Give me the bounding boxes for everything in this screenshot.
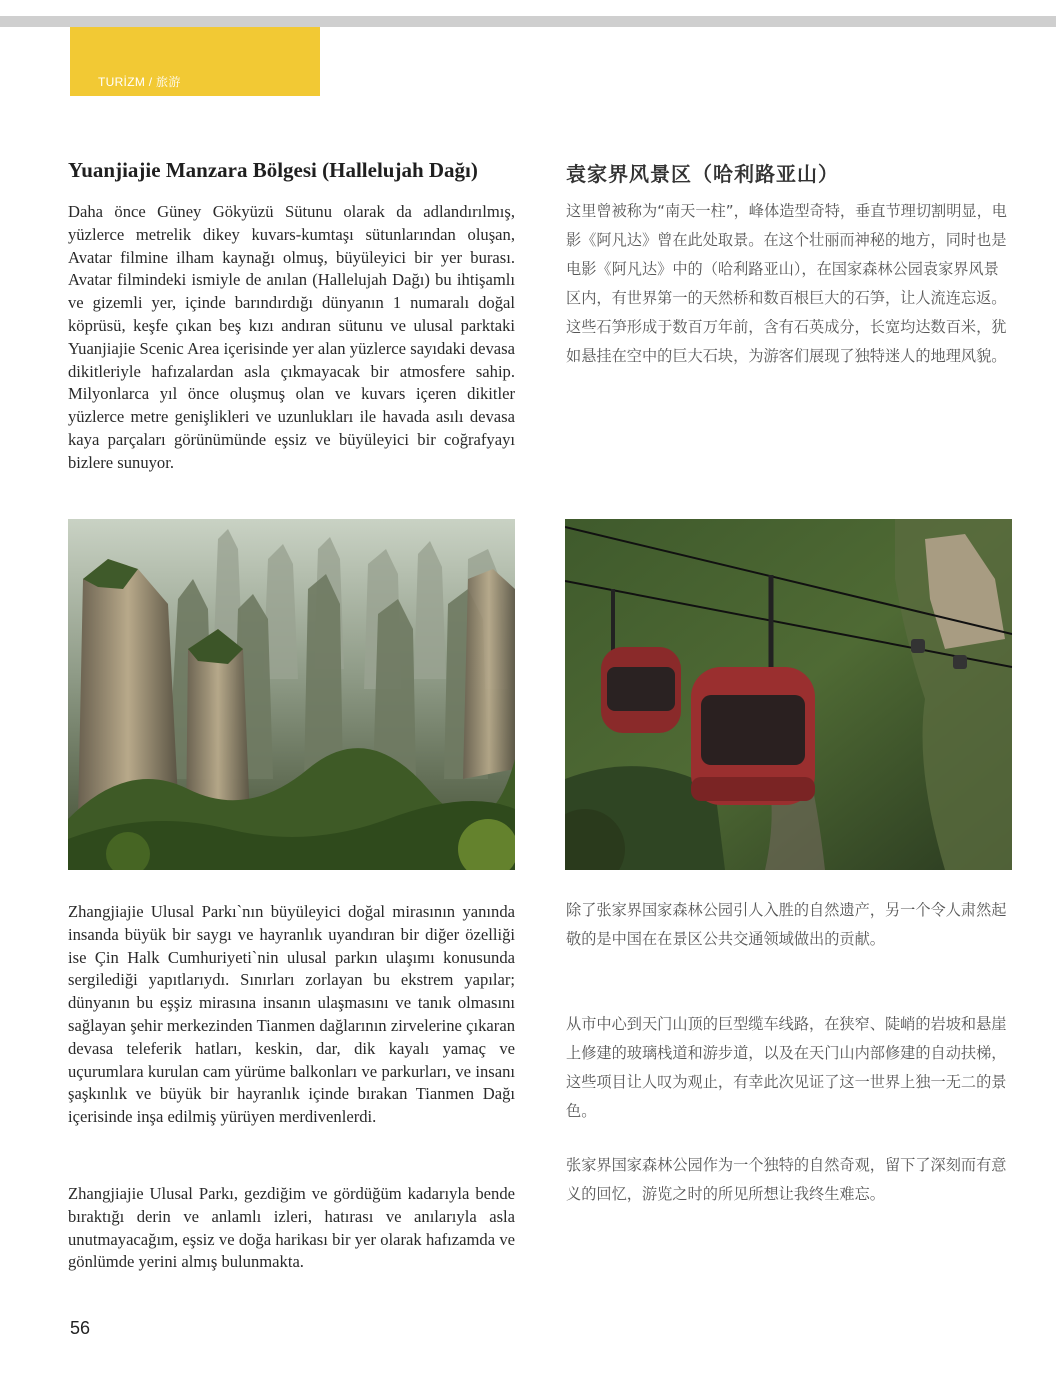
top-rule (0, 16, 1056, 27)
article-title-turkish: Yuanjiajie Manzara Bölgesi (Hallelujah Dağı) (68, 158, 478, 182)
paragraph-chinese-4: 张家界国家森林公园作为一个独特的自然奇观，留下了深刻而有意义的回忆，游览之时的所见所想让我终生难忘。 (566, 1156, 1007, 1203)
mountain-pillars-photo (68, 519, 515, 870)
paragraph-turkish-3: Zhangjiajie Ulusal Parkı, gezdiğim ve gördüğüm kadarıyla bende bıraktığı derin ve anlamlı izleri, hatırası ve anılarıyla asla unutmayacağım, eşsiz ve doğa harikası bir yer olarak hafızamda ve gönlümde yerini almış bulunmakta. (68, 1184, 515, 1272)
cable-car-photo (565, 519, 1012, 870)
intro-paragraph-chinese: 这里曾被称为“南天一柱”，峰体造型奇特，垂直节理切割明显，电影《阿凡达》曾在此处取景。在这个壮丽而神秘的地方，同时也是电影《阿凡达》中的（哈利路亚山），在国家森林公园袁家界风景区内，有世界第一的天然桥和数百根巨大的石笋，让人流连忘返。 这些石笋形成于数百万年前，含有石英成分，长宽均达数百米，犹如悬挂在空中的巨大石块，为游客们展现了独特迷人的地理风貌。 (566, 202, 1007, 365)
paragraph-chinese-3: 从市中心到天门山顶的巨型缆车线路，在狭窄、陡峭的岩坡和悬崖上修建的玻璃栈道和游步道，以及在天门山内部修建的自动扶梯，这些项目让人叹为观止，有幸此次见证了这一世界上独一无二的景色。 (566, 1015, 1007, 1120)
paragraph-chinese-2: 除了张家界国家森林公园引人入胜的自然遗产，另一个令人肃然起敬的是中国在在景区公共交通领域做出的贡献。 (566, 901, 1007, 948)
page-number: 56 (70, 1318, 91, 1338)
section-tag-label: TURİZM / 旅游 (98, 75, 181, 89)
paragraph-turkish-2: Zhangjiajie Ulusal Parkı`nın büyüleyici doğal mirasının yanında insanda büyük bir saygı ve hayranlık uyandıran bir diğer özelliği ise Çin Halk Cumhuriyeti`nin ulusal parkın ulaşımı konusunda sergilediği yapıtlarıydı. Sınırları zorlayan bu ekstrem yapılar; dünyanın bu eşşiz mirasına insanın ulaşmasını ve tanık olmasını sağlayan şehir merkezinden Tianmen dağlarının zirvelerine çıkaran devasa teleferik hatları, keskin, dar, dik kayalı yamaç ve uçurumlara kurulan cam yürüme balkonları ve parkurları, ve insanı şaşkınlık ve büyük bir hayranlık içinde bırakan Tianmen Dağı içerisinde inşa edilmiş yürüyen merdivenlerdi. (68, 902, 515, 1127)
article-title-chinese: 袁家界风景区（哈利路亚山） (566, 162, 839, 186)
intro-paragraph-turkish: Daha önce Güney Gökyüzü Sütunu olarak da adlandırılmış, yüzlerce metrelik dikey kuvars-kumtaşı sütunlarından oluşan, Avatar filmine ilham kaynağı olmuş, büyüleyici bir yer burası. Avatar filmindeki ismiyle de anılan (Hallelujah Dağı) bu ihtişamlı ve gizemli yer, içinde barındırdığı dünyanın 1 numaralı doğal köprüsü, keşfe çıkan beş kızı andıran sütunu ve ulusal parktaki Yuanjiajie Scenic Area içerisinde yer alan yüzlerce sayıdaki devasa dikitleriyle hafızalardan asla çıkmayacak bir atmosfere sahip. Milyonlarca yıl önce oluşmuş olan ve kuvars içeren dikitler yüzlerce metre genişlikleri ve uzunlukları ile havada asılı devasa kaya parçaları görünümünde eşsiz ve büyüleyici bir coğrafyayı bizlere sunuyor. (68, 202, 515, 472)
section-tag (70, 27, 320, 96)
